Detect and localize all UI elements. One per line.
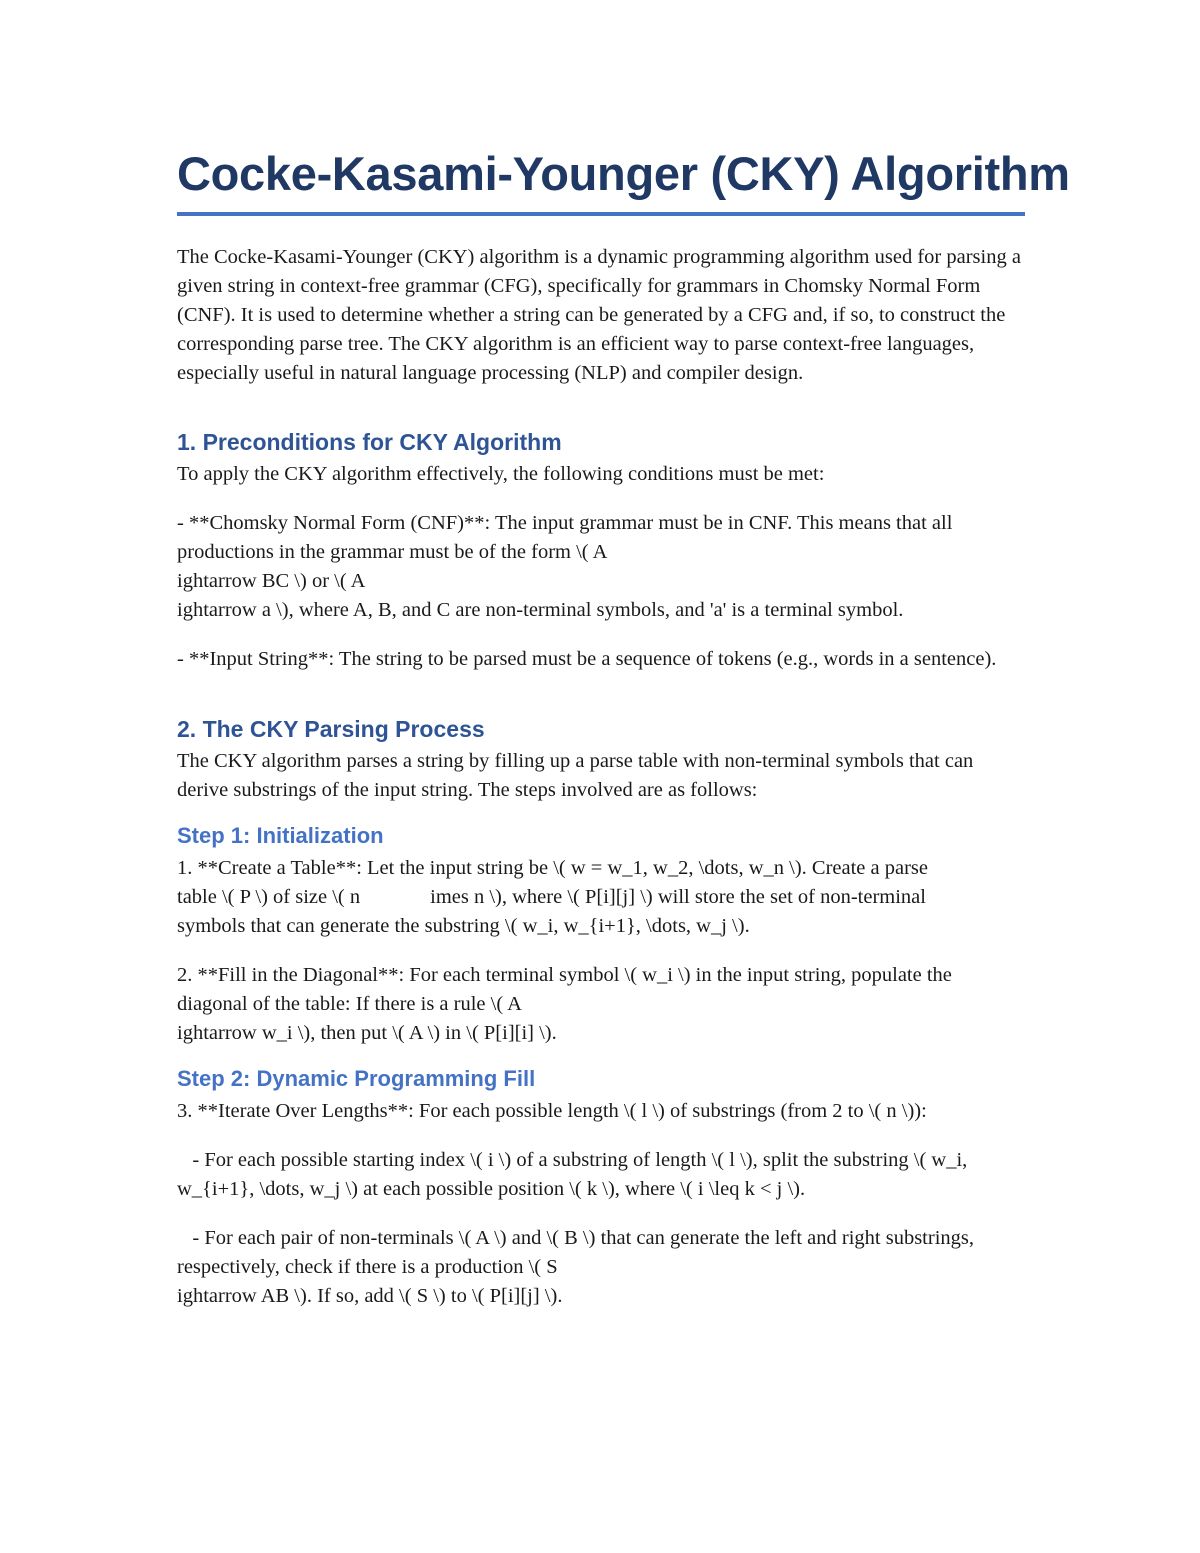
create-table-line-2-b: imes n \), where \( P[i][j] \) will store the set of non-terminal [430, 886, 926, 908]
document-title: Cocke-Kasami-Younger (CKY) Algorithm [177, 147, 1070, 200]
step-heading-dynamic-programming: Step 2: Dynamic Programming Fill [177, 1066, 536, 1091]
input-string-condition: - **Input String**: The string to be parsed must be a sequence of tokens (e.g., words in a sentence). [177, 648, 997, 670]
production-check-subitem [177, 1224, 1025, 1311]
create-table-item [177, 854, 1025, 941]
cnf-line-1: - **Chomsky Normal Form (CNF)**: The input grammar must be in CNF. This means that all productions in the grammar must be of the form \( A [177, 512, 953, 563]
step-heading-initialization: Step 1: Initialization [177, 823, 384, 848]
preconditions-lead: To apply the CKY algorithm effectively, the following conditions must be met: [177, 463, 825, 485]
production-check-line-2: ightarrow AB \). If so, add \( S \) to \( P[i][j] \). [177, 1285, 563, 1307]
create-table-line-2-a: table \( P \) of size \( n [177, 886, 361, 908]
create-table-line-3: symbols that can generate the substring \( w_i, w_{i+1}, \dots, w_j \). [177, 915, 750, 937]
create-table-line-2 [177, 883, 1025, 912]
fill-diagonal-line-1: 2. **Fill in the Diagonal**: For each terminal symbol \( w_i \) in the input string, populate the diagonal of the table: If there is a rule \( A [177, 964, 952, 1015]
iterate-lengths-item: 3. **Iterate Over Lengths**: For each possible length \( l \) of substrings (from 2 to \( n \)): [177, 1100, 927, 1122]
section-heading-parsing-process: 2. The CKY Parsing Process [177, 716, 485, 742]
parsing-process-lead: The CKY algorithm parses a string by filling up a parse table with non-terminal symbols that can derive substrings of the input string. The steps involved are as follows: [177, 750, 974, 801]
cnf-line-3: ightarrow a \), where A, B, and C are non-terminal symbols, and 'a' is a terminal symbol. [177, 599, 904, 621]
create-table-line-1: 1. **Create a Table**: Let the input string be \( w = w_1, w_2, \dots, w_n \). Create a parse [177, 857, 928, 879]
cnf-line-2: ightarrow BC \) or \( A [177, 570, 366, 592]
production-check-line-1: - For each pair of non-terminals \( A \) and \( B \) that can generate the left and right substrings, respectively, check if there is a production \( S [177, 1227, 974, 1278]
document-page [177, 140, 1070, 1311]
section-heading-preconditions: 1. Preconditions for CKY Algorithm [177, 429, 562, 455]
fill-diagonal-item [177, 961, 1025, 1048]
fill-diagonal-line-2: ightarrow w_i \), then put \( A \) in \( P[i][i] \). [177, 1022, 557, 1044]
split-substring-subitem: - For each possible starting index \( i \) of a substring of length \( l \), split the substring \( w_i, w_{i+1}, \dots, w_j \) at each possible position \( k \), where \( i \leq k < j \). [177, 1149, 968, 1200]
intro-paragraph: The Cocke-Kasami-Younger (CKY) algorithm is a dynamic programming algorithm used for parsing a given string in context-free grammar (CFG), specifically for grammars in Chomsky Normal Form (CNF). It is used to determine whether a string can be generated by a CFG and, if so, to construct the corresponding parse tree. The CKY algorithm is an efficient way to parse context-free languages, especially useful in natural language processing (NLP) and compiler design. [177, 246, 1021, 384]
title-underline [177, 212, 1025, 216]
cnf-condition [177, 509, 1025, 625]
